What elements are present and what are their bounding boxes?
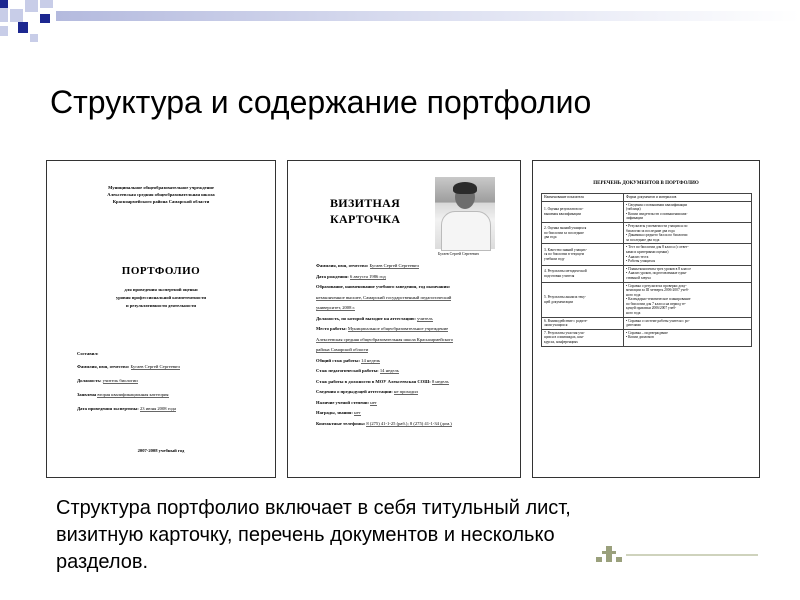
doc3-cell-line: • Копии дипломов — [626, 335, 654, 340]
doc3-cell-line: за последние два года — [626, 237, 660, 242]
field-value: учитель биологии — [102, 378, 138, 383]
field-value: вторая квалификационная категория — [97, 392, 169, 397]
doc2-row-value: Муниципальное общеобразовательное учреждение — [347, 326, 449, 331]
doc3-form-cell — [624, 317, 752, 329]
doc1-field-row — [77, 364, 257, 370]
doc3-indicator-cell — [542, 244, 624, 265]
doc3-cell-line: • Тест по биологии для 8 класса (с ответ- — [626, 245, 689, 250]
business-card-page-image — [287, 160, 521, 478]
doc1-org-line-1: Муниципальное общеобразовательное учреждение — [108, 185, 214, 190]
doc2-heading-line-2: КАРТОЧКА — [330, 212, 401, 226]
photo-caption: Бугаев Сергей Сергеевич — [438, 252, 479, 256]
doc3-cell-line: • Анализ теста — [626, 254, 649, 259]
body-line-1: Структура портфолио включает в себя титульный лист, — [56, 497, 571, 519]
doc3-indicator-cell — [542, 329, 624, 346]
doc3-cell-line: • Динамика среднего балла по биологии — [626, 233, 688, 238]
doc3-col-header: Форма документов и материалов — [624, 194, 752, 202]
doc2-row — [316, 316, 506, 322]
doc3-cell-line: • Справка о системе работы учителя с ро- — [626, 318, 690, 323]
doc2-row — [316, 263, 506, 269]
field-value: 23 июня 2008 года — [140, 406, 176, 411]
doc2-row-value: 14 недель — [361, 357, 381, 363]
doc3-table-row — [542, 201, 752, 222]
field-label: Заявлена — [77, 392, 97, 397]
document-list-page-image — [532, 160, 760, 478]
doc3-form-cell — [624, 329, 752, 346]
doc3-cell-line: щей документации — [544, 299, 574, 304]
body-line-3: разделов. — [56, 551, 149, 573]
doc3-cell-line: подготовки учителя — [544, 273, 575, 278]
doc3-cell-line: • Календарно-тематическое планирование — [626, 297, 691, 302]
doc2-row-value: незаконченное высшее, Самарский государственный педагогический — [316, 294, 452, 300]
decor-gradient-bar — [56, 11, 800, 21]
doc3-table-row — [542, 317, 752, 329]
doc3-cell-line: дителями — [626, 323, 641, 328]
doc3-cell-line: • Планы-конспекты трех уроков в 8 классе — [626, 266, 691, 271]
doc1-heading: ПОРТФОЛИО — [121, 265, 201, 277]
doc2-heading-line-1: ВИЗИТНАЯ — [330, 196, 401, 210]
doc2-row — [316, 400, 506, 406]
doc3-cell-line: ственной завуча — [626, 275, 651, 280]
photo-hair-shape — [453, 182, 477, 194]
doc3-cell-line: • Сведения о повышении квалификации — [626, 202, 688, 207]
doc1-org-line-3: Красноармейского района Самарской области — [112, 199, 210, 204]
doc2-row-value: университет, 2008 г. — [316, 305, 356, 310]
doc2-row — [316, 337, 506, 343]
doc3-cell-line: 3. Качество знаний учащих- — [544, 247, 587, 252]
doc3-cell-line: лями учащихся — [544, 323, 568, 328]
doc2-row-value: 8 (275) 41-1-25 (раб.); 8 (275) 41-1-34 (дом.) — [366, 420, 452, 426]
doc3-table-row — [542, 244, 752, 265]
doc2-row-label: Сведения о предыдущей аттестации: — [316, 389, 393, 394]
doc2-row-label: Награды, звания: — [316, 410, 353, 415]
doc2-row-label: Дата рождения: — [316, 273, 349, 279]
doc2-row — [316, 358, 506, 364]
doc3-indicator-cell — [542, 282, 624, 317]
field-label: Дата проведения экспертизы: — [77, 406, 139, 411]
doc3-cell-line: • Результаты успеваемости учащихся по — [626, 223, 688, 228]
field-label: Должность: — [77, 378, 102, 383]
doc3-cell-line: • Анализ уроков, подготовленные един- — [626, 271, 687, 276]
decor-square-9 — [40, 14, 50, 23]
decor-square-2 — [10, 9, 23, 22]
doc2-row-label: Контактные телефоны: — [316, 420, 366, 426]
doc2-row-label: Общий стаж работы: — [316, 357, 361, 363]
doc3-cell-line: курсах, конференциях — [544, 340, 578, 345]
doc3-cell-line: учебном году — [544, 256, 565, 261]
doc2-row — [316, 421, 506, 427]
doc3-cell-line: кущей практики 2006/2007 учеб- — [626, 306, 677, 311]
doc2-row — [316, 295, 506, 301]
doc3-table-row — [542, 329, 752, 346]
doc2-row — [316, 284, 506, 290]
decor-square-8 — [0, 8, 8, 22]
doc2-row-value: нет — [370, 399, 377, 405]
doc3-cell-line: 4. Результаты методической — [544, 269, 587, 274]
doc3-cell-line: биологии за последние два года — [626, 228, 675, 233]
doc1-composed-label: Составил: — [77, 351, 99, 356]
doc3-cell-line: 5. Результаты анализа теку- — [544, 294, 587, 299]
doc3-cell-line: • Копии свидетельств о повышении ква- — [626, 211, 688, 216]
doc2-row-value: Бугаев Сергей Сергеевич — [369, 263, 419, 268]
doc2-row-value: 8 недель — [431, 378, 449, 384]
doc3-cell-line: 1. Оценка результатов по- — [544, 207, 584, 212]
doc3-cell-line: по биологии за последние — [544, 230, 584, 235]
doc3-cell-line: лификации — [626, 216, 644, 221]
doc3-cell-line: по биологии для 7 класса на период те- — [626, 301, 687, 306]
doc3-indicator-cell — [542, 201, 624, 222]
photo-body-shape — [441, 211, 491, 251]
doc3-table-row — [542, 265, 752, 282]
doc2-row — [316, 305, 506, 311]
doc3-indicator-cell — [542, 222, 624, 243]
doc2-row-value: района Самарской области — [316, 347, 369, 352]
doc1-purpose-line-3: и результативности деятельности — [125, 303, 197, 308]
doc2-row — [316, 347, 506, 353]
doc3-cell-line: 7. Результаты участия уча- — [544, 330, 585, 335]
portfolio-title-page-image — [46, 160, 276, 478]
teacher-photo — [435, 177, 495, 249]
doc1-purpose-line-2: уровня профессиональной компетентности — [115, 295, 206, 300]
doc2-row-value: нет — [354, 410, 361, 415]
doc3-form-cell — [624, 222, 752, 243]
doc3-cell-line: (таблица) — [626, 207, 641, 212]
decor-square-6 — [0, 26, 8, 36]
doc2-row-label: Наличие ученой степени: — [316, 399, 370, 405]
doc2-row-label: Должность, по которой выходит на аттестацию: — [316, 315, 416, 321]
doc2-row — [316, 274, 506, 280]
doc1-field-row — [77, 406, 257, 412]
doc3-cell-line: ками и критериями оценки) — [626, 249, 669, 254]
doc3-cell-line: 6. Взаимодействие с родите- — [544, 318, 588, 323]
doc3-col-header: Наименование показателя — [542, 194, 624, 202]
doc3-table-row — [542, 282, 752, 317]
decor-square-3 — [25, 0, 38, 12]
slide-title: Структура и содержание портфолио — [50, 84, 592, 120]
doc3-table — [541, 193, 752, 347]
doc2-row-value: 14 недель — [379, 368, 399, 373]
doc2-row-label: Место работы: — [316, 326, 347, 331]
doc2-row-value: не проходил — [394, 389, 418, 394]
doc2-row-label: Фамилия, имя, отчество: — [316, 263, 369, 268]
doc3-form-cell — [624, 282, 752, 317]
doc3-cell-line: ного года — [626, 311, 641, 316]
doc3-form-cell — [624, 265, 752, 282]
doc3-indicator-cell — [542, 265, 624, 282]
doc3-heading: ПЕРЕЧЕНЬ ДОКУМЕНТОВ В ПОРТФОЛИО — [593, 181, 699, 186]
doc2-row — [316, 326, 506, 332]
doc3-header-row — [542, 194, 752, 202]
doc2-row-label: Образование, наименование учебного заведения, год окончания: — [316, 284, 451, 289]
logo-icon — [592, 543, 760, 565]
doc2-row-value: Алексеевская средняя общеобразовательная школа Красноармейского — [316, 336, 454, 342]
doc2-row-label: Стаж педагогической работы: — [316, 368, 379, 373]
doc3-cell-line: • Справка о результатах проверки доку- — [626, 283, 687, 288]
doc1-purpose-line-1: для проведения экспертной оценки — [124, 287, 198, 292]
doc3-table-body — [542, 201, 752, 346]
doc2-row-value: учитель — [417, 315, 433, 321]
doc3-cell-line: • Работы учащихся — [626, 259, 656, 264]
doc3-cell-line: щихся в олимпиадах, кон- — [544, 335, 584, 340]
doc1-field-row — [77, 378, 257, 384]
doc2-row-label: Стаж работы в должности в МОУ Алексеевская СОШ: — [316, 378, 431, 384]
doc2-row — [316, 379, 506, 385]
field-label: Фамилия, имя, отчество: — [77, 364, 130, 369]
doc3-cell-line: ся по биологии в текущем — [544, 252, 584, 257]
doc3-cell-line: 2. Оценка знаний учащихся — [544, 226, 587, 231]
doc1-year: 2007-2008 учебный год — [137, 448, 185, 453]
doc2-row — [316, 368, 506, 374]
decor-square-7 — [30, 34, 38, 42]
doc2-row-value: 6 августа 1986 год — [350, 273, 386, 279]
doc1-org-line-2: Алексеевская средняя общеобразовательная школа — [107, 192, 215, 197]
doc2-row — [316, 389, 506, 395]
doc1-field-row — [77, 392, 257, 398]
doc3-form-cell — [624, 244, 752, 265]
doc3-indicator-cell — [542, 317, 624, 329]
field-value: Бугаев Сергей Сергеевич — [130, 364, 180, 369]
body-line-2: визитную карточку, перечень документов и несколько — [56, 524, 555, 546]
doc3-cell-line: ного года — [626, 292, 641, 297]
decor-square-5 — [18, 22, 28, 33]
doc2-row — [316, 410, 506, 416]
doc3-table-row — [542, 222, 752, 243]
doc3-cell-line: • Справка – подтверждение — [626, 330, 668, 335]
doc3-cell-line: ментации за III четверть 2006-2007 учеб- — [626, 288, 689, 293]
doc3-form-cell — [624, 201, 752, 222]
decor-square-4 — [40, 0, 53, 8]
doc3-cell-line: вышения квалификации — [544, 211, 581, 216]
doc3-cell-line: два года — [544, 235, 557, 240]
